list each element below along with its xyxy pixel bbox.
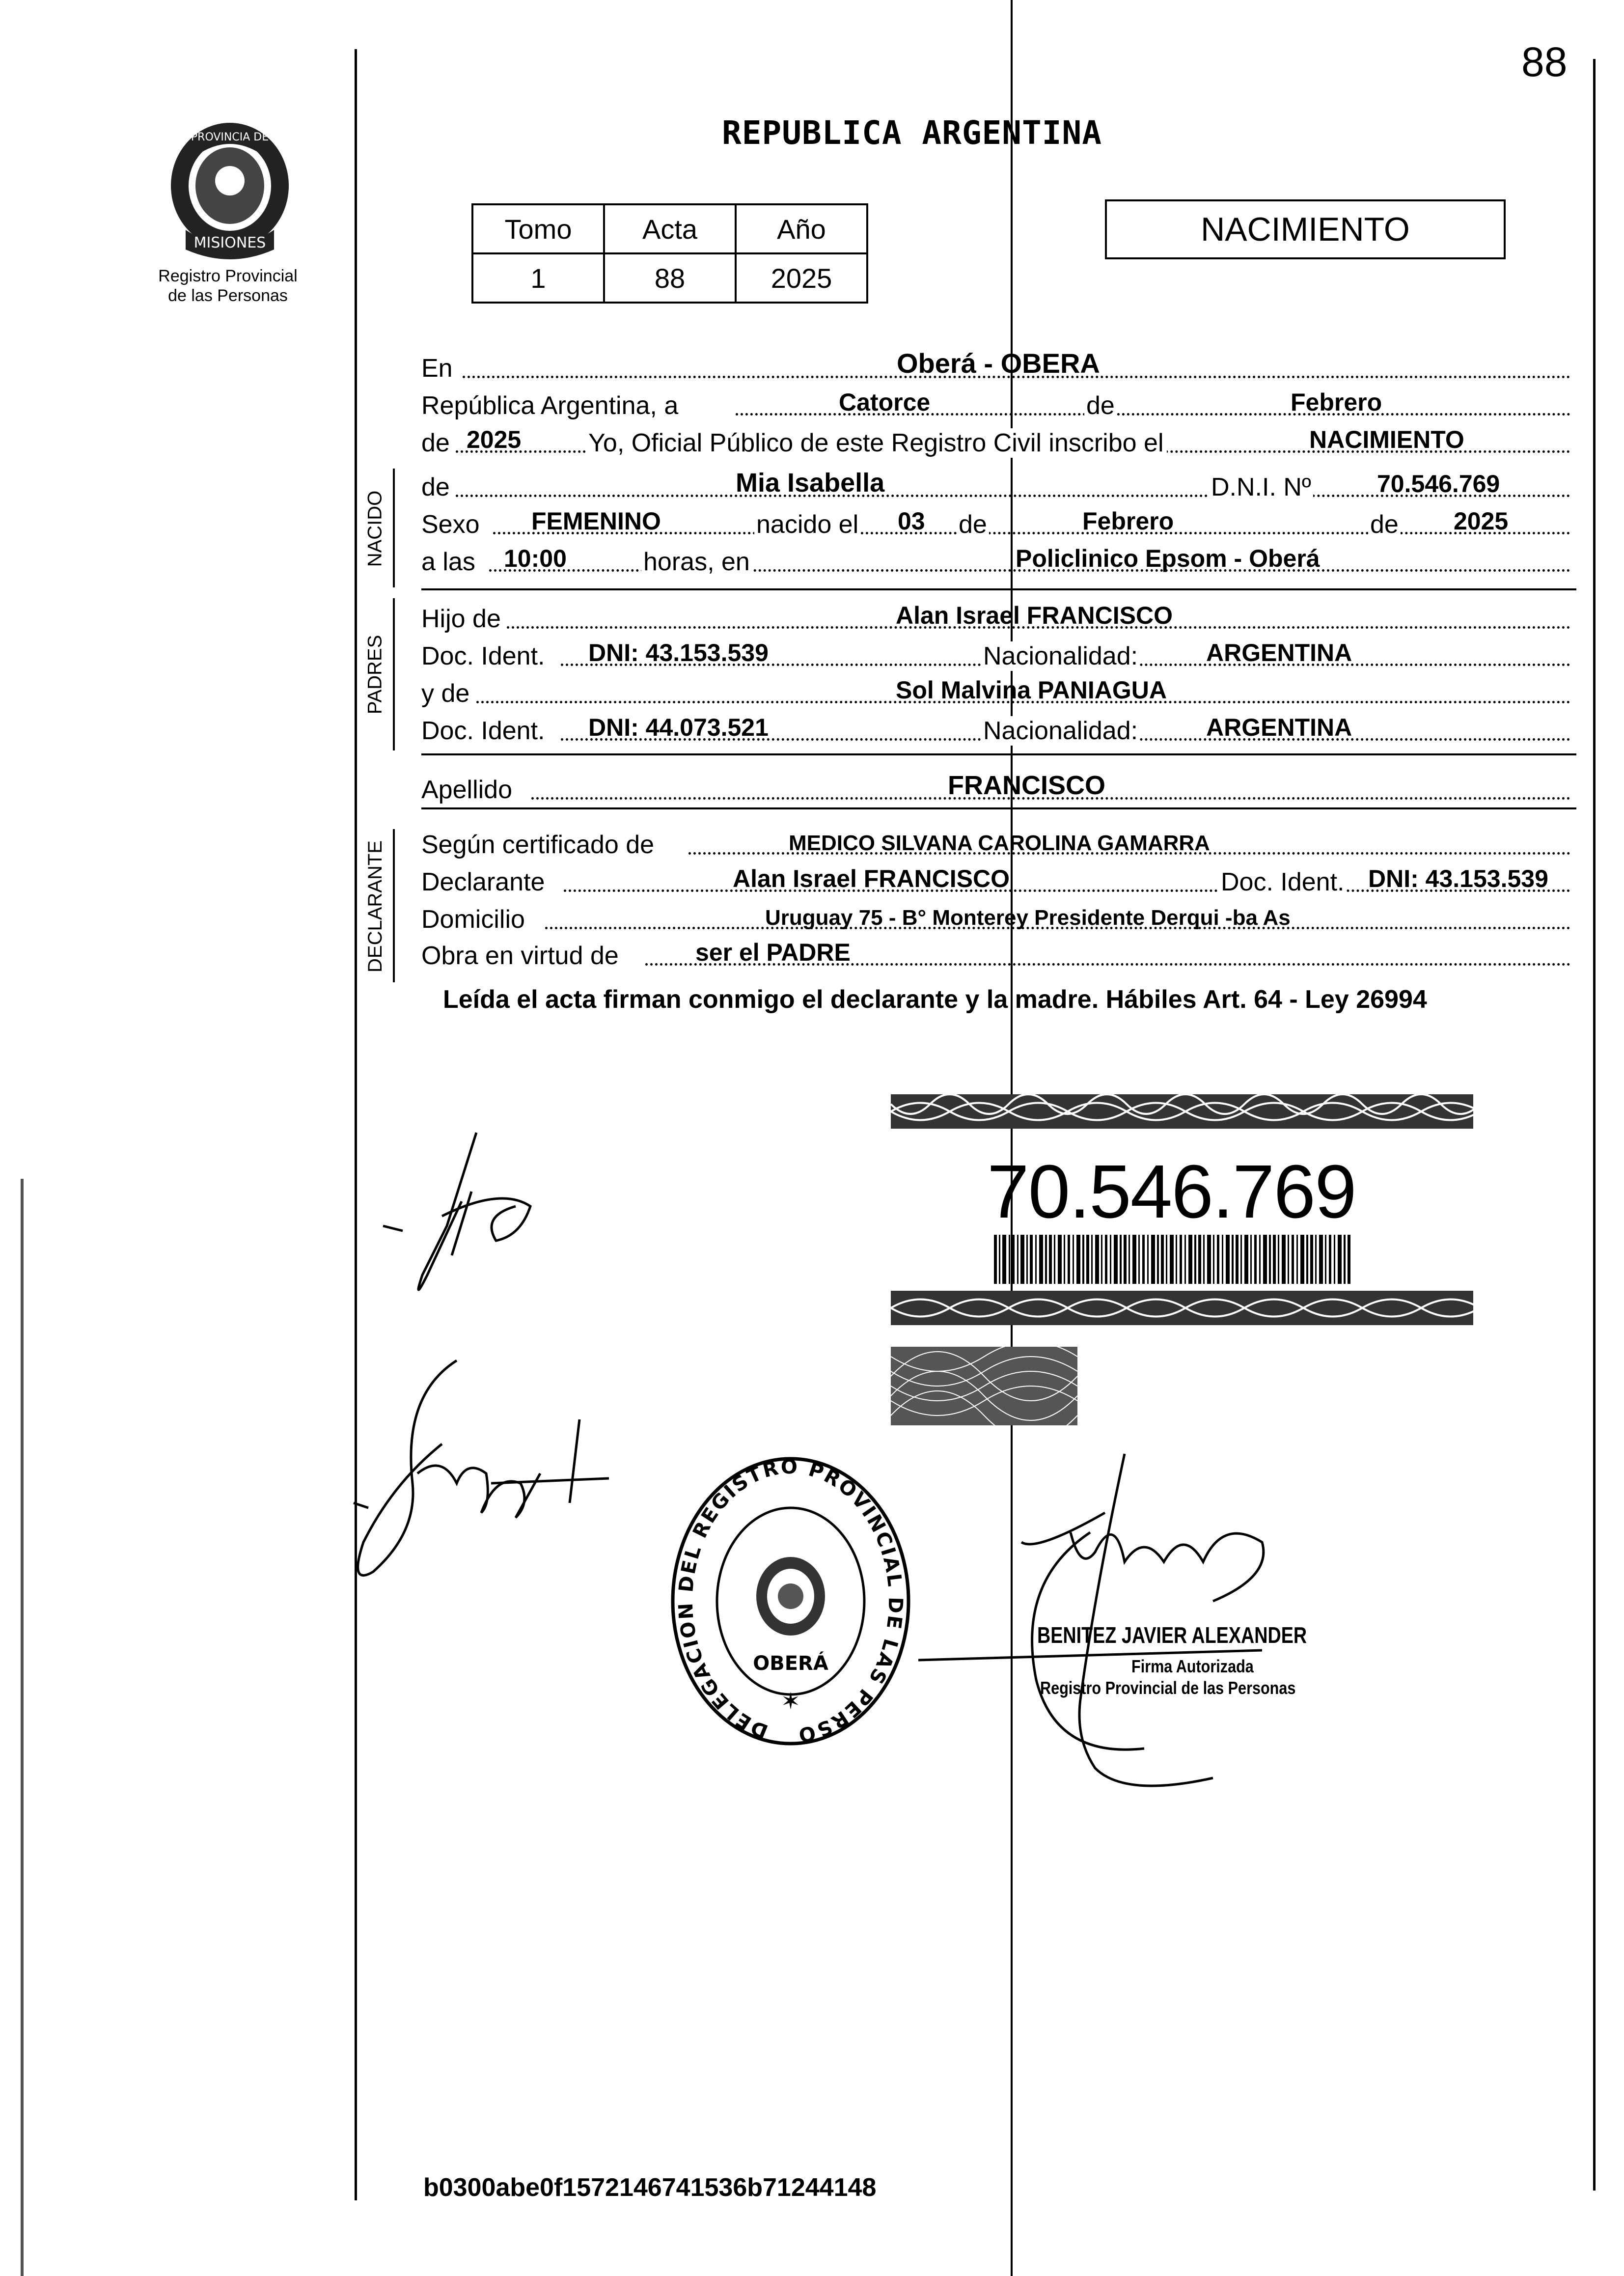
- year-value: 2025: [467, 426, 522, 453]
- record-table: [471, 203, 868, 304]
- madre-line: [421, 673, 1570, 712]
- obra-label: Obra en virtud de: [421, 942, 619, 970]
- de-label: de: [1084, 391, 1117, 420]
- right-margin-line: [1593, 59, 1596, 2191]
- obra-value: ser el PADRE: [695, 939, 851, 966]
- month-value: Febrero: [1291, 389, 1382, 416]
- sexo-value: FEMENINO: [531, 507, 661, 535]
- declarante-label: Declarante: [421, 868, 545, 896]
- child-name-value: Mia Isabella: [736, 468, 885, 498]
- declarante-section-label: DECLARANTE: [364, 840, 386, 972]
- madre-nacionalidad-value: ARGENTINA: [1206, 714, 1352, 741]
- registry-label: [145, 266, 310, 305]
- tomo-value: 1: [472, 253, 604, 303]
- doc-ident-label: Doc. Ident.: [421, 642, 545, 670]
- inscribo-value: NACIMIENTO: [1309, 426, 1464, 453]
- document-title: REPUBLICA ARGENTINA: [722, 114, 1102, 152]
- name-line: [421, 467, 1570, 506]
- registry-line-2: de las Personas: [168, 286, 288, 305]
- nacido-bracket: [393, 469, 395, 587]
- hijo-de-label: Hijo de: [421, 605, 501, 633]
- record-table-header-row: [472, 204, 867, 253]
- padre-name-value: Alan Israel FRANCISCO: [896, 602, 1173, 629]
- de-label-2: de: [421, 429, 450, 457]
- section-divider: [421, 807, 1576, 809]
- de-label-4: de: [957, 510, 989, 539]
- registry-line-1: Registro Provincial: [158, 267, 298, 285]
- madre-name-value: Sol Malvina PANIAGUA: [896, 676, 1167, 704]
- center-fold-line: [1011, 0, 1013, 2276]
- acta-value: 88: [604, 253, 736, 303]
- anio-value: 2025: [736, 253, 867, 303]
- madre-signature: [344, 1356, 619, 1591]
- declarante-line: [421, 861, 1570, 901]
- declarante-bracket: [393, 829, 395, 982]
- padre-doc-value: DNI: 43.153.539: [588, 639, 769, 666]
- madre-doc-value: DNI: 44.073.521: [588, 714, 769, 741]
- padre-nacionalidad-value: ARGENTINA: [1206, 639, 1352, 666]
- child-dni-value: 70.546.769: [1377, 470, 1500, 498]
- apellido-label: Apellido: [421, 776, 513, 804]
- domicilio-value: Uruguay 75 - B° Monterey Presidente Derqui -ba As: [765, 906, 1291, 930]
- seal-star-icon: ✶: [780, 1688, 801, 1715]
- birth-month-value: Febrero: [1082, 507, 1174, 535]
- anio-header: Año: [736, 204, 867, 253]
- section-divider: [421, 588, 1576, 590]
- y-de-label: y de: [421, 679, 470, 708]
- guilloche-band-bottom: [891, 1291, 1473, 1325]
- leida-statement: Leída el acta firman conmigo el declarante y la madre. Hábiles Art. 64 - Ley 26994: [443, 985, 1427, 1014]
- doc-ident-label: Doc. Ident.: [421, 717, 545, 745]
- obra-line: [421, 935, 1570, 974]
- domicilio-label: Domicilio: [421, 905, 525, 934]
- birth-place-value: Policlinico Epsom - Oberá: [1016, 545, 1320, 572]
- official-name: BENITEZ JAVIER ALEXANDER: [1037, 1622, 1307, 1648]
- inscribo-line: [421, 422, 1570, 462]
- nacionalidad-label: Nacionalidad:: [981, 716, 1140, 746]
- declarante-doc-value: DNI: 43.153.539: [1368, 865, 1548, 892]
- cert-line: [421, 824, 1570, 863]
- record-type-box: NACIMIENTO: [1105, 199, 1506, 259]
- seal-top-text: PROVINCIA DE: [191, 131, 269, 143]
- de-label-5: de: [1368, 510, 1401, 539]
- a-las-label: a las: [421, 548, 475, 576]
- tomo-header: Tomo: [472, 204, 604, 253]
- certificado-value: MEDICO SILVANA CAROLINA GAMARRA: [789, 831, 1210, 855]
- page-number: 88: [1521, 39, 1568, 85]
- security-pattern: [891, 1347, 1077, 1425]
- en-label: En: [421, 354, 453, 383]
- section-divider: [421, 753, 1576, 755]
- padres-bracket: [393, 598, 395, 750]
- de-label-3: de: [421, 473, 450, 501]
- official-title: Firma Autorizada: [1131, 1656, 1254, 1676]
- republica-label: República Argentina, a: [421, 391, 679, 420]
- place-line: [421, 348, 1570, 387]
- left-scan-edge: [21, 1179, 24, 2276]
- seal-bottom-text: MISIONES: [193, 234, 266, 251]
- sexo-label: Sexo: [421, 510, 480, 539]
- doc-ident-label: Doc. Ident.: [1219, 867, 1346, 897]
- sexo-line: [421, 504, 1570, 543]
- padres-section-label: PADRES: [364, 635, 386, 714]
- hora-value: 10:00: [504, 545, 567, 572]
- registry-delegation-seal: [668, 1454, 913, 1758]
- birth-day-value: 03: [898, 507, 925, 535]
- nacionalidad-label: Nacionalidad:: [981, 641, 1140, 671]
- nacido-section-label: NACIDO: [364, 490, 386, 567]
- apellido-line: [421, 769, 1570, 808]
- seal-city-text: OBERÁ: [753, 1652, 828, 1675]
- barcode: [994, 1235, 1352, 1284]
- hora-line: [421, 541, 1570, 581]
- date-line: [421, 385, 1570, 424]
- left-margin-line: [355, 49, 357, 2200]
- birth-year-value: 2025: [1454, 507, 1509, 535]
- horas-en-label: horas, en: [641, 547, 752, 577]
- declarante-value: Alan Israel FRANCISCO: [733, 865, 1010, 892]
- madre-doc-line: [421, 710, 1570, 749]
- dni-label: D.N.I. Nº: [1209, 472, 1313, 502]
- official-signature: [918, 1444, 1360, 1798]
- record-table-value-row: [472, 253, 867, 303]
- inscribo-label: Yo, Oficial Público de este Registro Civil inscribo el: [585, 428, 1167, 458]
- dni-stamp-number: 70.546.769: [987, 1149, 1356, 1234]
- padre-line: [421, 598, 1570, 638]
- nacido-el-label: nacido el: [754, 510, 860, 539]
- official-registry: Registro Provincial de las Personas: [1040, 1678, 1296, 1698]
- day-word-value: Catorce: [839, 389, 931, 416]
- acta-header: Acta: [604, 204, 736, 253]
- declarante-signature: [373, 1128, 540, 1334]
- document-hash: b0300abe0f1572146741536b71244148: [423, 2173, 877, 2202]
- certificado-label: Según certificado de: [421, 831, 655, 859]
- apellido-value: FRANCISCO: [948, 771, 1105, 800]
- guilloche-band-top: [891, 1094, 1473, 1129]
- domicilio-line: [421, 899, 1570, 938]
- province-seal-logo: [156, 107, 303, 259]
- place-value: Oberá - OBERA: [897, 348, 1100, 379]
- seal-ring-text: DELEGACION DEL REGISTRO PROVINCIAL DE LAS PERSO: [674, 1455, 907, 1747]
- padre-doc-line: [421, 636, 1570, 675]
